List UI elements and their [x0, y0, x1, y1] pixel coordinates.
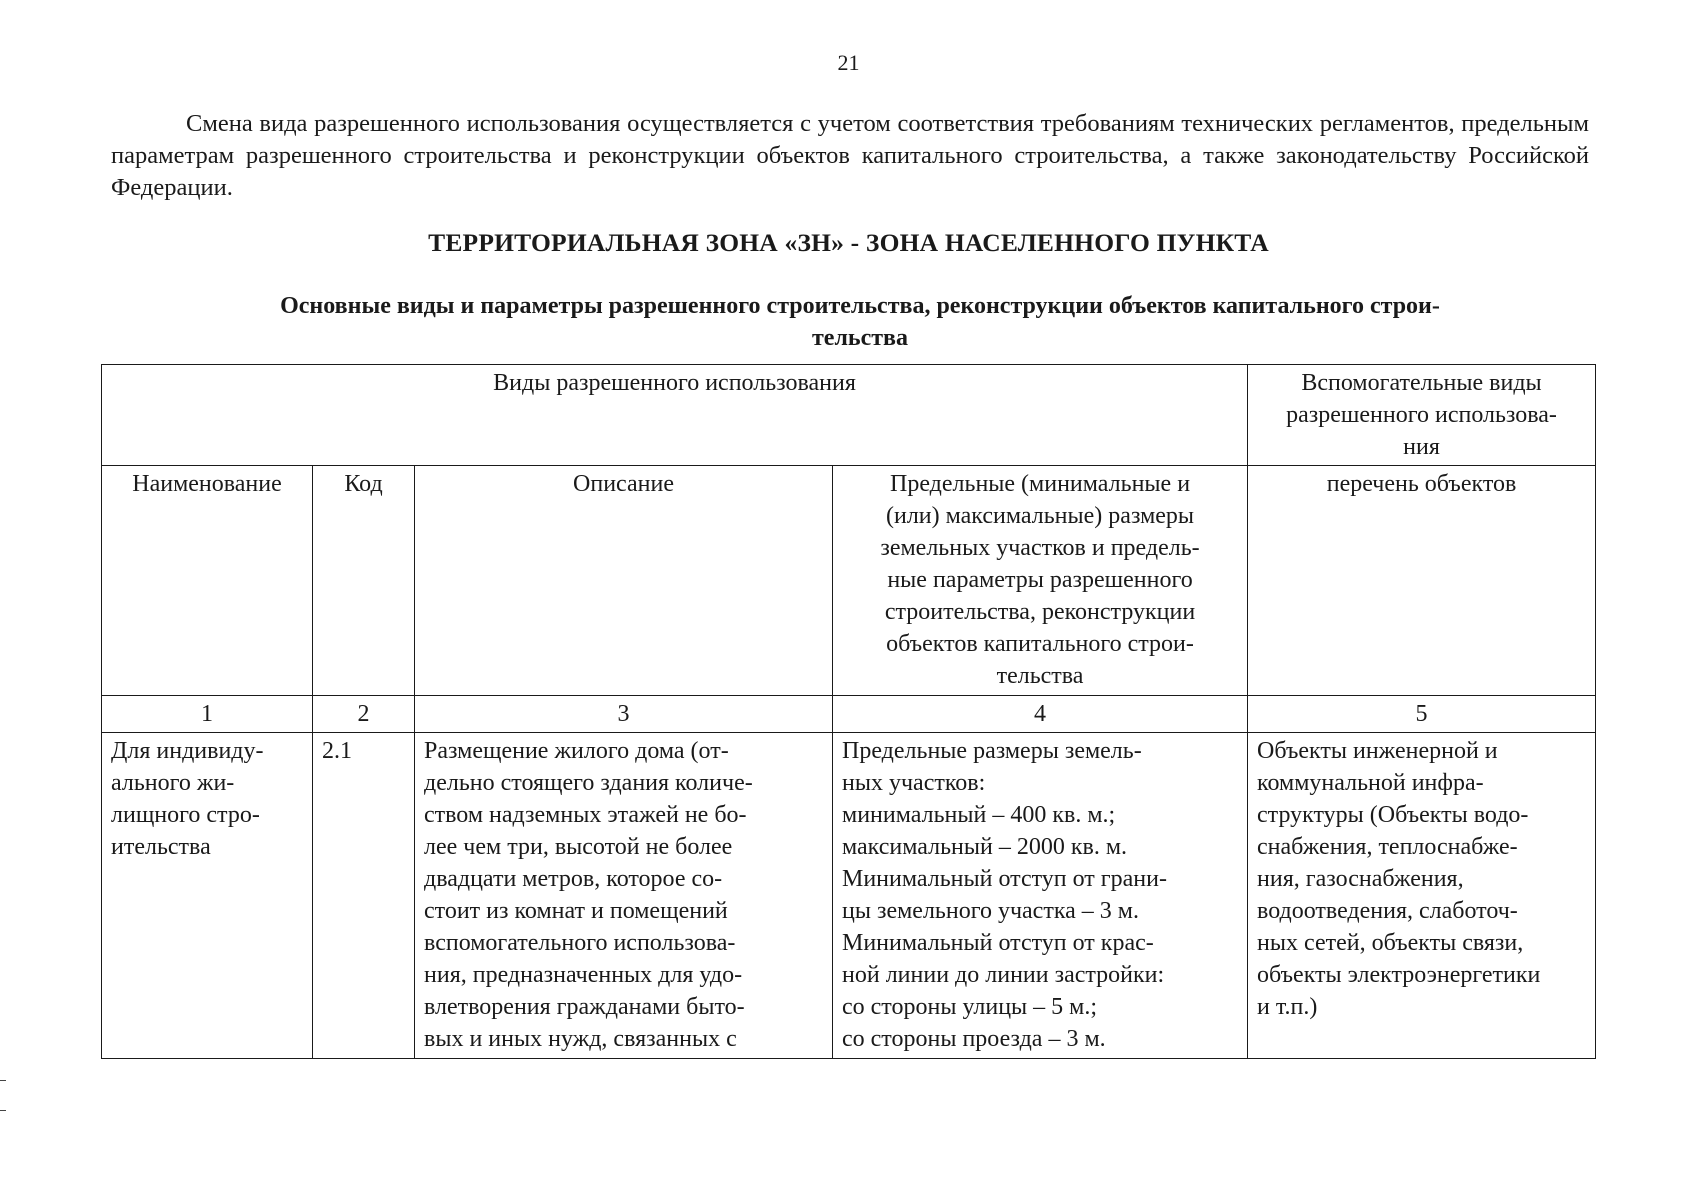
cell-line: ального жи-: [111, 770, 235, 796]
header-name: Наименование: [102, 466, 313, 696]
scan-edge-mark: [0, 1110, 6, 1111]
cell-line: ством надземных этажей не бо-: [424, 802, 747, 828]
cell-line: Минимальный отступ от грани-: [842, 866, 1167, 892]
cell-line: структуры (Объекты водо-: [1257, 802, 1529, 828]
cell-line: ных сетей, объекты связи,: [1257, 930, 1524, 956]
scan-edge-mark: [0, 1080, 6, 1081]
header-limits-line: (или) максимальные) размеры: [885, 503, 1195, 529]
cell-line: водоотведения, слаботоч-: [1257, 898, 1518, 924]
header-code: Код: [313, 466, 415, 696]
cell-line: коммунальной инфра-: [1257, 770, 1484, 796]
cell-line: Минимальный отступ от крас-: [842, 930, 1154, 956]
cell-line: двадцати метров, которое со-: [424, 866, 723, 892]
cell-name: [102, 733, 313, 1059]
header-description: Описание: [415, 466, 833, 696]
header-limits-line: строительства, реконструкции: [884, 599, 1196, 625]
header-limits-line: тельства: [996, 663, 1084, 689]
cell-line: стоит из комнат и помещений: [424, 898, 728, 924]
cell-line: ной линии до линии застройки:: [842, 962, 1165, 988]
table-title-line-2: тельства: [812, 325, 908, 351]
cell-line: ния, предназначенных для удо-: [424, 962, 743, 988]
page-number: 21: [837, 50, 860, 75]
cell-line: ния, газоснабжения,: [1257, 866, 1464, 892]
permitted-use-table: [101, 364, 1596, 1059]
column-number: 3: [415, 696, 833, 733]
cell-line: максимальный – 2000 кв. м.: [842, 834, 1128, 860]
cell-objects: [1248, 733, 1596, 1059]
table-title-line-1: Основные виды и параметры разрешенного строительства, реконструкции объектов капитального строи-: [280, 293, 1440, 319]
column-header-row: [102, 466, 1596, 696]
cell-code: 2.1: [313, 733, 415, 1059]
table-title: [160, 290, 1560, 354]
cell-limits: [833, 733, 1248, 1059]
header-permitted-uses: Виды разрешенного использования: [102, 365, 1248, 466]
cell-line: Предельные размеры земель-: [842, 738, 1142, 764]
cell-line: Объекты инженерной и: [1257, 738, 1498, 764]
intro-paragraph: Смена вида разрешенного использования осуществляется с учетом соответствия требованиям технических регламентов, предельным параметрам разрешенного строительства и реконструкции объектов капитального строительства, а также законодательству Российской Федерации.: [111, 110, 1589, 201]
cell-line: вспомогательного использова-: [424, 930, 736, 956]
cell-line: со стороны проезда – 3 м.: [842, 1026, 1106, 1052]
header-auxiliary-uses: [1248, 365, 1596, 466]
column-number: 1: [102, 696, 313, 733]
cell-line: вых и иных нужд, связанных с: [424, 1026, 737, 1052]
cell-line: объекты электроэнергетики: [1257, 962, 1541, 988]
header-auxiliary-line: разрешенного использова-: [1286, 402, 1557, 428]
cell-line: дельно стоящего здания количе-: [424, 770, 753, 796]
cell-description: [415, 733, 833, 1059]
cell-line: лищного стро-: [111, 802, 260, 828]
cell-line: снабжения, теплоснабже-: [1257, 834, 1518, 860]
zone-title: ТЕРРИТОРИАЛЬНАЯ ЗОНА «ЗН» - ЗОНА НАСЕЛЕННОГО ПУНКТА: [428, 228, 1269, 257]
header-limits-line: объектов капитального строи-: [886, 631, 1194, 657]
header-limits-line: земельных участков и предель-: [880, 535, 1200, 561]
header-limits: [833, 466, 1248, 696]
cell-line: лее чем три, высотой не более: [424, 834, 733, 860]
cell-line: влетворения гражданами быто-: [424, 994, 745, 1020]
cell-line: ных участков:: [842, 770, 986, 796]
cell-line: и т.п.): [1257, 994, 1318, 1020]
cell-line: со стороны улицы – 5 м.;: [842, 994, 1098, 1020]
group-header-row: [102, 365, 1596, 466]
header-auxiliary-line: Вспомогательные виды: [1301, 370, 1542, 396]
header-limits-line: Предельные (минимальные и: [889, 471, 1191, 497]
table-row: [102, 733, 1596, 1059]
header-auxiliary-line: ния: [1403, 434, 1440, 460]
cell-line: Размещение жилого дома (от-: [424, 738, 729, 764]
column-number: 5: [1248, 696, 1596, 733]
column-number: 2: [313, 696, 415, 733]
header-objects: перечень объектов: [1248, 466, 1596, 696]
header-limits-line: ные параметры разрешенного: [887, 567, 1193, 593]
cell-line: Для индивиду-: [111, 738, 264, 764]
column-number: 4: [833, 696, 1248, 733]
cell-line: минимальный – 400 кв. м.;: [842, 802, 1116, 828]
cell-line: цы земельного участка – 3 м.: [842, 898, 1139, 924]
cell-line: ительства: [111, 834, 211, 860]
column-number-row: [102, 696, 1596, 733]
